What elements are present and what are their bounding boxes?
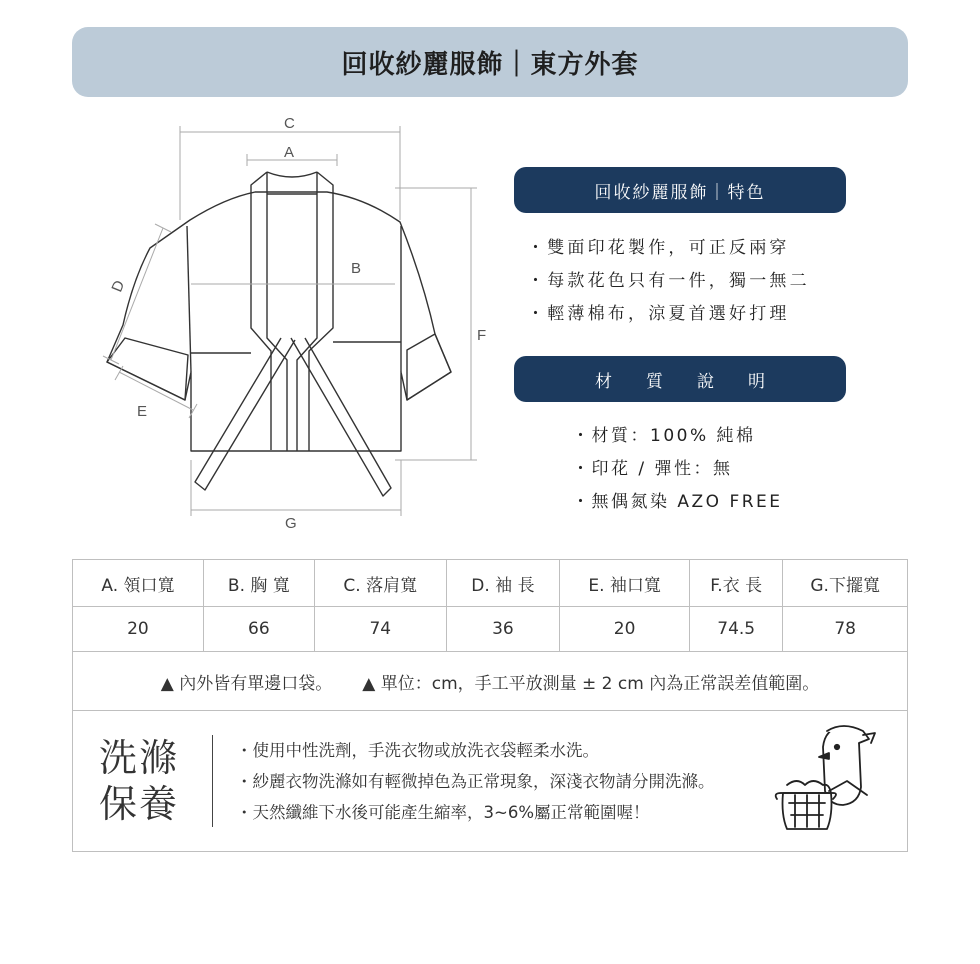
features-list bbox=[527, 232, 810, 331]
size-header-cell: F.衣 長 bbox=[690, 560, 783, 607]
feature-item: ・每款花色只有一件，獨一無二 bbox=[527, 271, 810, 291]
label-f: F bbox=[477, 327, 487, 344]
pocket-note: ▲ 內外皆有單邊口袋。 bbox=[160, 673, 333, 694]
jacket-measurement-diagram bbox=[95, 110, 505, 540]
tie-left bbox=[195, 338, 295, 490]
size-note-row bbox=[73, 652, 908, 711]
size-header-row bbox=[73, 560, 908, 607]
size-value-cell: 20 bbox=[560, 607, 690, 652]
label-c: C bbox=[284, 115, 295, 132]
size-value-cell: 74 bbox=[314, 607, 446, 652]
unit-note: ▲ 單位：cm，手工平放測量 ± 2 cm 內為正常誤差值範圍。 bbox=[362, 673, 820, 694]
size-header-cell: B. 胸 寬 bbox=[203, 560, 314, 607]
cuff-right bbox=[407, 334, 451, 400]
bird-laundry-basket-icon bbox=[773, 717, 877, 841]
label-a: A bbox=[284, 144, 295, 161]
material-heading: 材質說明 bbox=[514, 356, 846, 402]
size-value-cell: 20 bbox=[73, 607, 204, 652]
material-item: ・印花 / 彈性：無 bbox=[572, 459, 733, 479]
material-item: ・無偶氮染 AZO FREE bbox=[572, 492, 783, 512]
care-item: ・紗麗衣物洗滌如有輕微掉色為正常現象，深淺衣物請分開洗滌。 bbox=[236, 772, 715, 791]
material-item: ・材質：100% 純棉 bbox=[572, 426, 756, 446]
size-value-cell: 78 bbox=[783, 607, 908, 652]
size-table bbox=[72, 559, 908, 852]
size-header-cell: A. 領口寬 bbox=[73, 560, 204, 607]
feature-item: ・雙面印花製作，可正反兩穿 bbox=[527, 238, 790, 258]
label-e: E bbox=[137, 403, 148, 420]
material-list bbox=[572, 420, 783, 519]
size-header-cell: E. 袖口寬 bbox=[560, 560, 690, 607]
size-value-cell: 66 bbox=[203, 607, 314, 652]
size-header-cell: G.下擺寬 bbox=[783, 560, 908, 607]
size-header-cell: D. 袖 長 bbox=[446, 560, 560, 607]
feature-item: ・輕薄棉布，涼夏首選好打理 bbox=[527, 304, 790, 324]
care-row bbox=[73, 711, 908, 852]
label-d: D bbox=[108, 278, 129, 295]
tie-right bbox=[291, 338, 391, 496]
size-value-cell: 74.5 bbox=[690, 607, 783, 652]
care-item: ・使用中性洗劑，手洗衣物或放洗衣袋輕柔水洗。 bbox=[236, 741, 599, 760]
care-divider bbox=[212, 735, 213, 827]
collar-right bbox=[309, 172, 333, 451]
features-heading: 回收紗麗服飾｜特色 bbox=[514, 167, 846, 213]
care-list bbox=[236, 735, 715, 828]
care-item: ・天然纖維下水後可能產生縮率，3~6%屬正常範圍喔！ bbox=[236, 803, 650, 822]
page-title: 回收紗麗服飾｜東方外套 bbox=[72, 27, 908, 97]
care-title: 洗滌 保養 bbox=[99, 736, 180, 826]
size-header-cell: C. 落肩寬 bbox=[314, 560, 446, 607]
label-g: G bbox=[285, 515, 297, 532]
label-b: B bbox=[351, 260, 362, 277]
size-value-cell: 36 bbox=[446, 607, 560, 652]
jacket-outline bbox=[107, 192, 451, 451]
size-value-row bbox=[73, 607, 908, 652]
cuff-left bbox=[107, 338, 188, 400]
